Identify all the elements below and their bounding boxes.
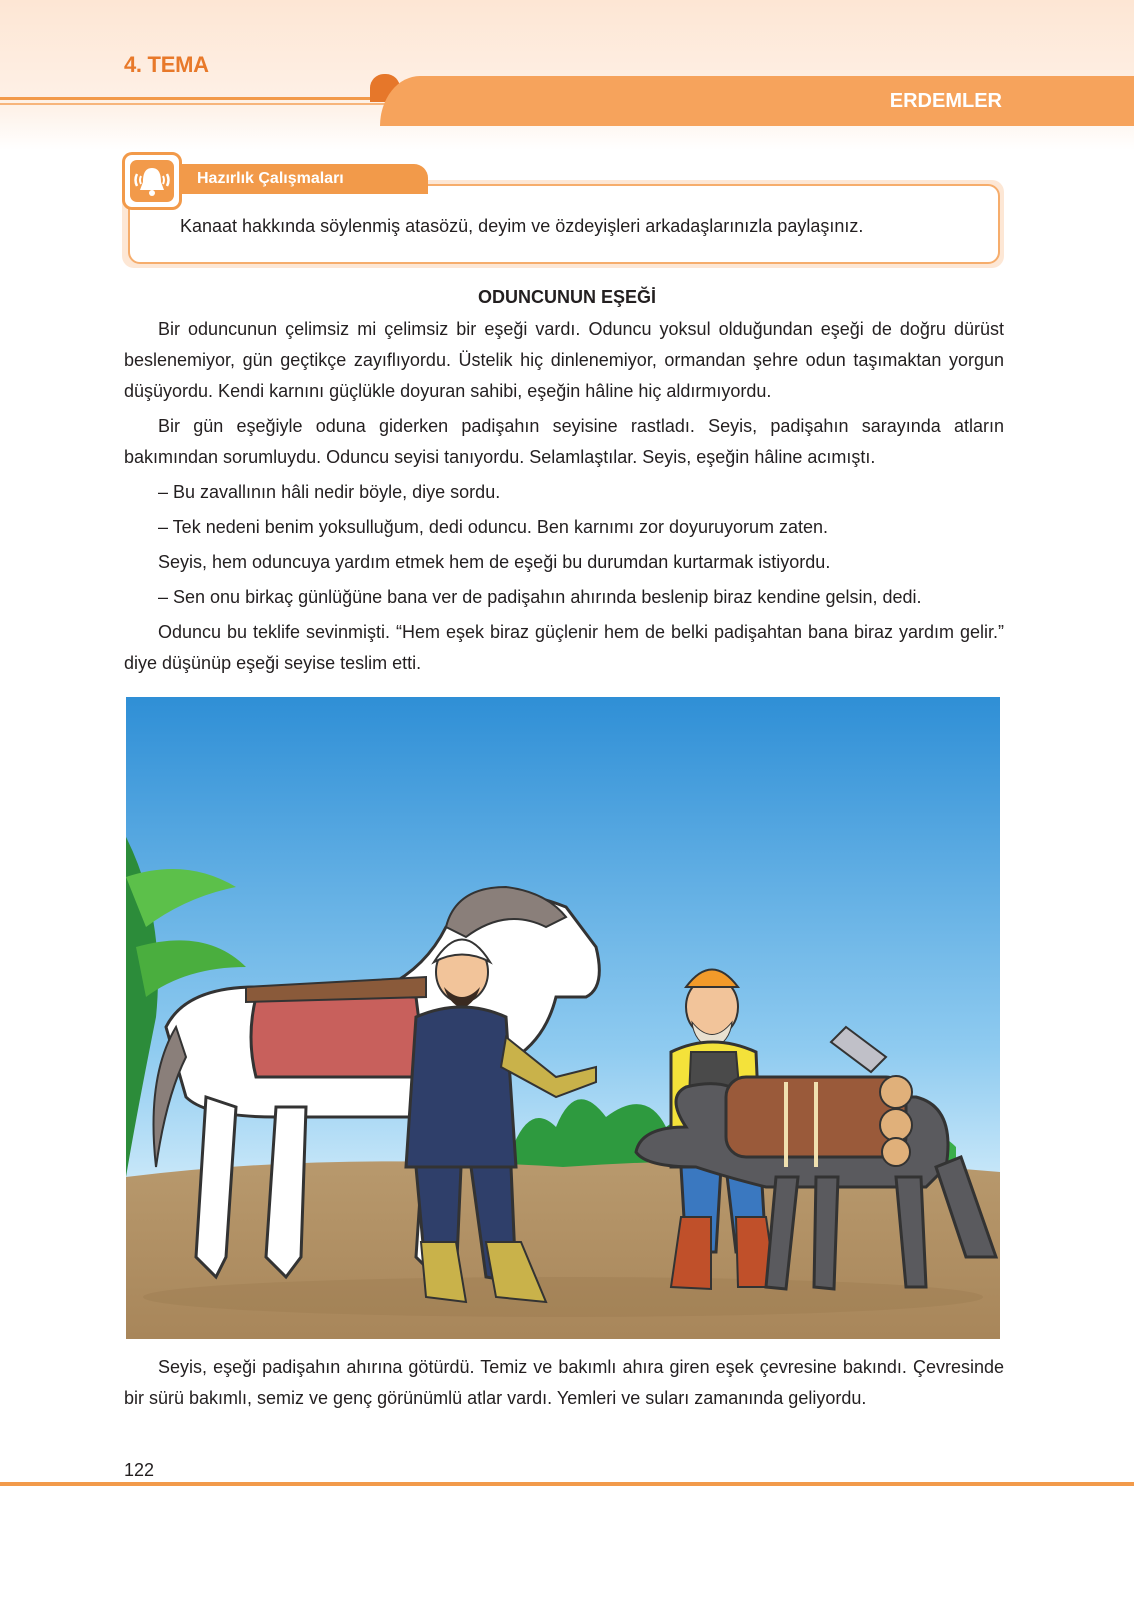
preparation-text: Kanaat hakkında söylenmiş atasözü, deyim ve özdeyişleri arkadaşlarınızla paylaşınız. <box>180 216 864 236</box>
paragraph: – Sen onu birkaç günlüğüne bana ver de padişahın ahırında beslenip biraz kendine gelsin, dedi. <box>158 587 922 607</box>
story-continuation <box>124 1352 1004 1414</box>
bell-icon <box>122 152 182 210</box>
page-number: 122 <box>124 1460 155 1480</box>
paragraph: Seyis, eşeği padişahın ahırına götürdü. Temiz ve bakımlı ahıra giren eşek çevresine bakındı. Çevresinde bir sürü bakımlı, semiz ve genç görünümlü atlar vardı. Yemleri ve suları zamanında geliyordu. <box>124 1357 1004 1408</box>
paragraph: Seyis, hem oduncuya yardım etmek hem de eşeği bu durumdan kurtarmak istiyordu. <box>158 552 831 572</box>
story-illustration <box>126 697 1000 1339</box>
paragraph: Bir oduncunun çelimsiz mi çelimsiz bir eşeği vardı. Oduncu yoksul olduğundan eşeği de doğru dürüst beslenemiyor, gün geçtikçe zayıflıyordu. Üstelik hiç dinlenemiyor, ormandan şehre odun taşımaktan yorgun düşüyordu. Kendi karnını güçlükle doyuran sahibi, eşeğin hâline hiç aldırmıyordu. <box>124 319 1004 401</box>
header-band <box>380 76 1134 126</box>
section-title: ERDEMLER <box>889 90 1002 112</box>
preparation-label: Hazırlık Çalışmaları <box>197 170 344 187</box>
theme-label: 4. TEMA <box>124 52 209 77</box>
story-body <box>124 314 1004 683</box>
paragraph: – Bu zavallının hâli nedir böyle, diye sordu. <box>158 482 501 502</box>
header-divider <box>0 97 390 100</box>
paragraph: Bir gün eşeğiyle oduna giderken padişahın seyisine rastladı. Seyis, padişahın sarayında atların bakımından sorumluydu. Oduncu seyisi tanıyordu. Selamlaştılar. Seyis, eşeğin hâline acımıştı. <box>124 416 1004 467</box>
paragraph: – Tek nedeni benim yoksulluğum, dedi oduncu. Ben karnımı zor doyuruyorum zaten. <box>158 517 829 537</box>
story-title: ODUNCUNUN EŞEĞİ <box>477 287 656 307</box>
header-divider-secondary <box>0 103 390 105</box>
footer-divider <box>0 1482 1134 1486</box>
paragraph: Oduncu bu teklife sevinmişti. “Hem eşek biraz güçlenir hem de belki padişahtan bana biraz yardım gelir.” diye düşünüp eşeği seyise teslim etti. <box>124 622 1004 673</box>
